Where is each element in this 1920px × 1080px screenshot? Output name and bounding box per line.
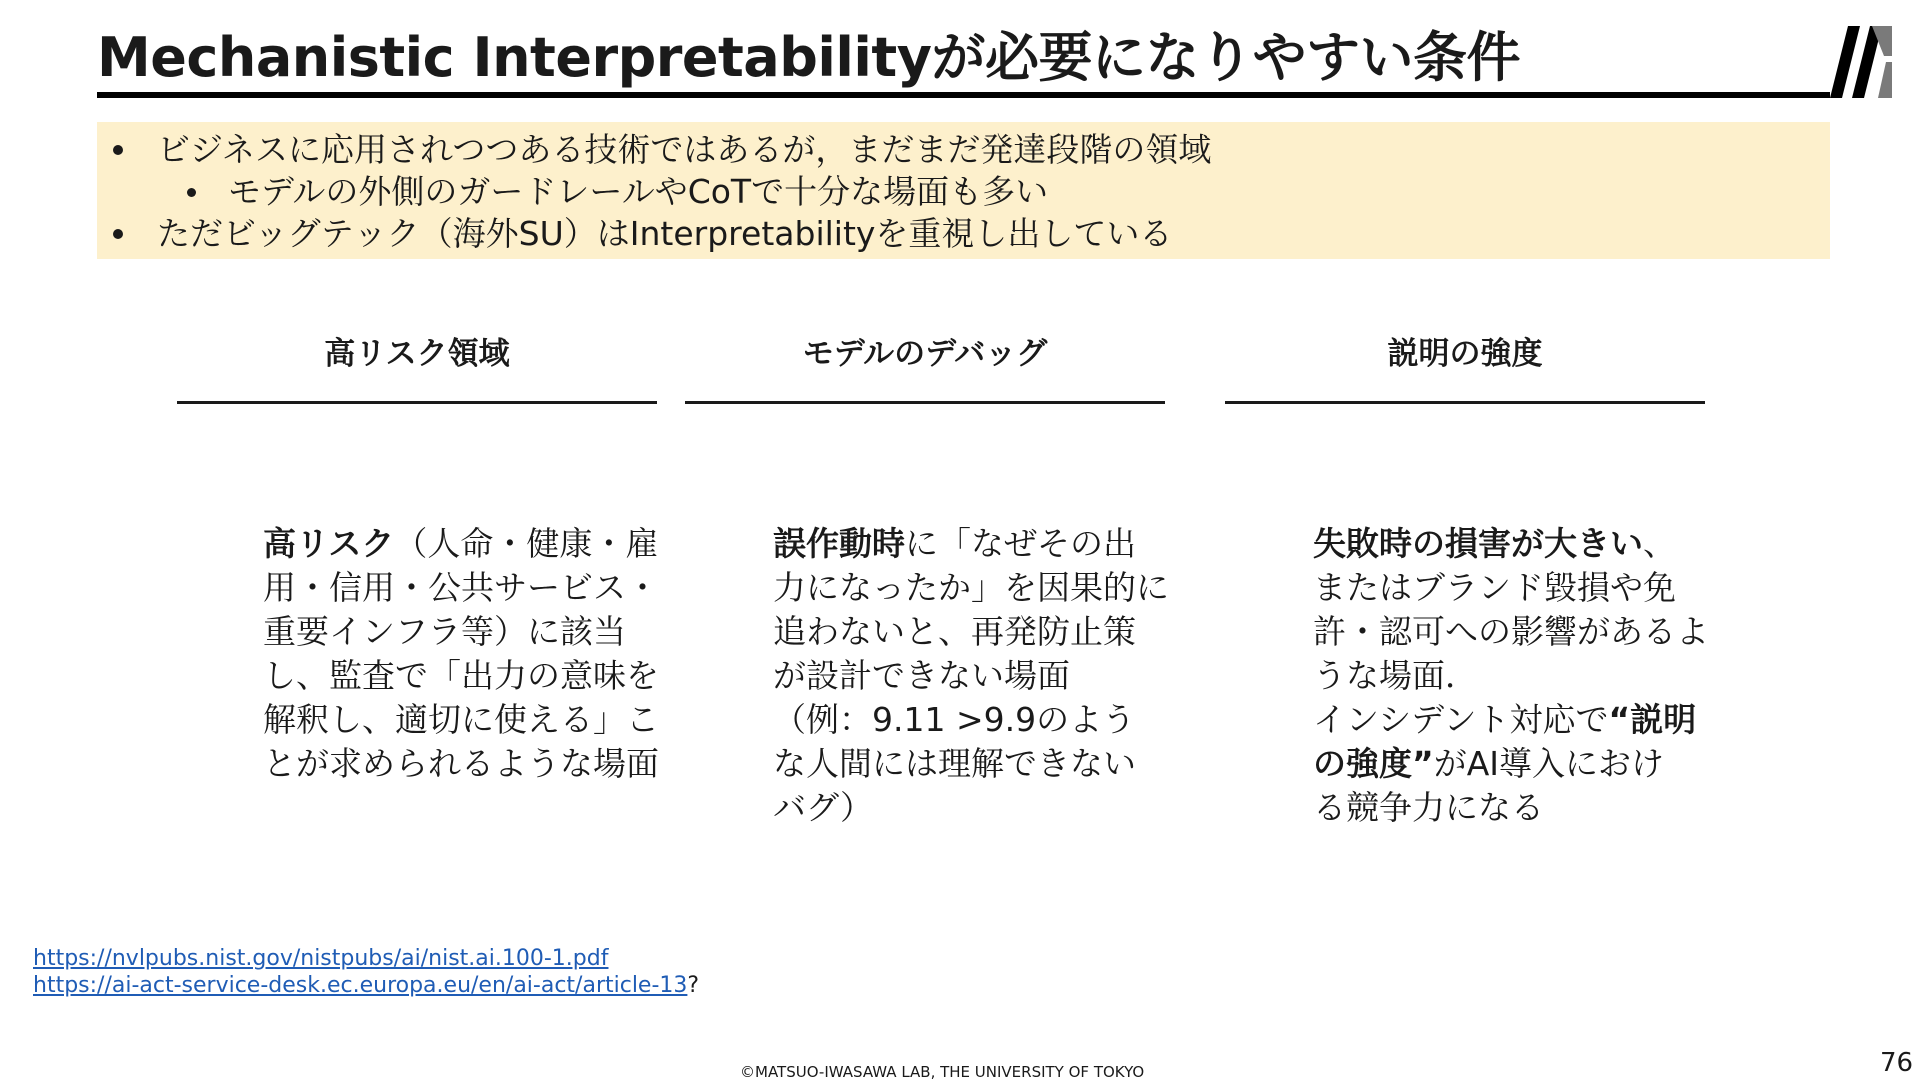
body-line [263,522,673,566]
body-line [773,522,1183,566]
page-number: 76 [1880,1048,1914,1078]
body-line: が設計できない場面 [773,656,1070,695]
column-body-high-risk [263,522,673,786]
body-line: し、監査で「出力の意味を [263,656,659,695]
body-line: な人間には理解できない [773,744,1136,783]
bullet-item [113,212,1172,256]
reference-link-nist[interactable]: https://nvlpubs.nist.gov/nistpubs/ai/nist.ai.100-1.pdf [33,946,609,971]
column-heading-debug: モデルのデバッグ [802,336,1048,372]
emphasis-text: 誤作動時 [773,524,905,563]
sub-bullet-item [187,170,1048,214]
reference-link-row [33,945,699,972]
body-line: とが求められるような場面 [263,744,659,783]
title-underline [97,92,1830,98]
body-line: 追わないと、再発防止策 [773,612,1136,651]
bullet-dot-icon [113,145,123,155]
emphasis-text: 高リスク [263,524,395,563]
emphasis-text: 失敗時の損害が大きい [1313,524,1643,563]
body-text: （人命・健康・雇 [394,524,659,563]
body-line: またはブランド毀損や免 [1313,568,1676,607]
body-line: バグ） [773,788,873,827]
column-divider-explain [1225,401,1705,404]
column-heading-high-risk: 高リスク領域 [324,336,510,372]
body-line: る競争力になる [1313,788,1544,827]
column-body-debug [773,522,1183,830]
column-heading-explain: 説明の強度 [1387,336,1543,372]
body-text: 、 [1643,524,1676,563]
body-text: インシデント対応で [1313,700,1609,739]
matsuo-lab-logo-icon [1826,26,1896,98]
body-line: （例：9.11 >9.9のよう [773,700,1136,739]
body-line [1313,742,1723,786]
body-line: 解釈し、適切に使える」こ [263,700,659,739]
bullet-text: ただビッグテック（海外SU）はInterpretabilityを重視し出している [157,214,1173,253]
logo-svg [1826,26,1896,98]
body-line: うな場面． [1313,656,1478,695]
body-line: 用・信用・公共サービス・ [263,568,659,607]
column-body-explain [1313,522,1723,830]
footer-copyright: ©MATSUO-IWASAWA LAB, THE UNIVERSITY OF TOKYO [740,1063,1145,1080]
emphasis-text: の強度” [1313,744,1434,783]
reference-links [33,945,699,999]
body-text: に「なぜその出 [905,524,1136,563]
body-line: 力になったか」を因果的に [773,568,1169,607]
bullet-dot-icon [113,229,123,239]
sub-bullet-text: モデルの外側のガードレールやCoTで十分な場面も多い [228,172,1049,211]
body-line [1313,698,1723,742]
body-line: 許・認可への影響があるよ [1313,612,1709,651]
bullet-dot-icon [187,188,196,197]
link-suffix: ? [687,973,700,998]
bullet-item [113,128,1211,172]
emphasis-text: “説明 [1608,700,1697,739]
body-line: 重要インフラ等）に該当 [263,612,626,651]
bullet-text: ビジネスに応用されつつある技術ではあるが，まだまだ発達段階の領域 [157,130,1212,169]
column-divider-debug [685,401,1165,404]
column-divider-high-risk [177,401,657,404]
body-text: がAI導入におけ [1433,744,1665,783]
reference-link-eu-ai-act[interactable]: https://ai-act-service-desk.ec.europa.eu/en/ai-act/article-13 [33,973,688,998]
reference-link-row [33,972,699,999]
slide-title: Mechanistic Interpretabilityが必要になりやすい条件 [97,26,1520,89]
body-line [1313,522,1723,566]
